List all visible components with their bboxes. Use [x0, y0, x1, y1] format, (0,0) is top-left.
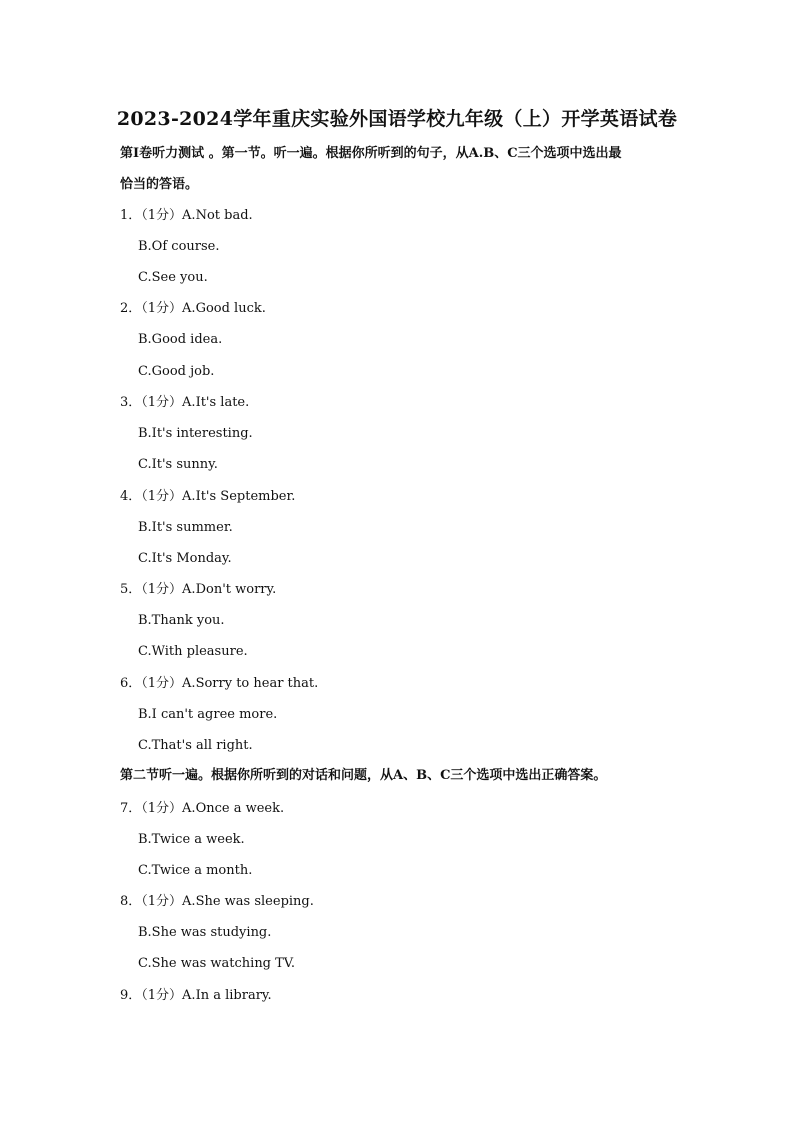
option-b: B.Good idea.	[138, 332, 223, 347]
page-title: 2023-2024学年重庆实验外国语学校九年级（上）开学英语试卷	[116, 108, 678, 130]
option-a: A.Not bad.	[182, 208, 253, 223]
question-number: 3．（1分）	[120, 395, 183, 410]
option-c: C.Good job.	[138, 364, 215, 379]
section-1-line-1: 第Ⅰ卷听力测试 。第一节。听一遍。根据你所听到的句子，从A.B、C三个选项中选出最	[120, 146, 622, 161]
question-9	[120, 987, 272, 1005]
section-1-heading	[120, 138, 680, 200]
option-b: B.It's interesting.	[138, 426, 253, 441]
question-8	[120, 893, 314, 911]
question-4	[120, 488, 295, 506]
option-a: A.It's late.	[182, 395, 250, 410]
option-c: C.It's Monday.	[138, 551, 232, 566]
question-2	[120, 300, 266, 318]
option-a: A.Sorry to hear that.	[182, 676, 319, 691]
option-c: C.With pleasure.	[138, 644, 248, 659]
option-c: C.Twice a month.	[138, 863, 253, 878]
option-a: A.Once a week.	[182, 801, 285, 816]
option-a: A.Don't worry.	[182, 582, 277, 597]
question-6	[120, 675, 318, 693]
option-c: C.It's sunny.	[138, 457, 218, 472]
option-a: A.Good luck.	[182, 301, 266, 316]
question-5	[120, 581, 276, 599]
question-number: 2．（1分）	[120, 301, 183, 316]
option-b: B.She was studying.	[138, 925, 272, 940]
question-number: 6．（1分）	[120, 676, 183, 691]
section-2-line-1: 第二节听一遍。根据你所听到的对话和问题，从A、B、C三个选项中选出正确答案。	[120, 768, 607, 783]
question-number: 8．（1分）	[120, 894, 183, 909]
question-number: 9．（1分）	[120, 988, 183, 1003]
option-c: C.She was watching TV.	[138, 956, 296, 971]
option-b: B.I can't agree more.	[138, 707, 278, 722]
question-number: 7．（1分）	[120, 801, 183, 816]
option-b: B.It's summer.	[138, 520, 233, 535]
question-number: 4．（1分）	[120, 489, 183, 504]
question-number: 5．（1分）	[120, 582, 183, 597]
option-b: B.Of course.	[138, 239, 220, 254]
section-1-line-2: 恰当的答语。	[120, 177, 199, 192]
question-7	[120, 800, 284, 818]
option-b: B.Twice a week.	[138, 832, 245, 847]
option-c: C.That's all right.	[138, 738, 253, 753]
option-b: B.Thank you.	[138, 613, 225, 628]
section-2-heading	[120, 760, 680, 791]
option-a: A.It's September.	[182, 489, 296, 504]
option-a: A.She was sleeping.	[182, 894, 314, 909]
option-a: A.In a library.	[182, 988, 272, 1003]
question-1	[120, 207, 253, 225]
option-c: C.See you.	[138, 270, 208, 285]
question-number: 1．（1分）	[120, 208, 183, 223]
question-3	[120, 394, 249, 412]
